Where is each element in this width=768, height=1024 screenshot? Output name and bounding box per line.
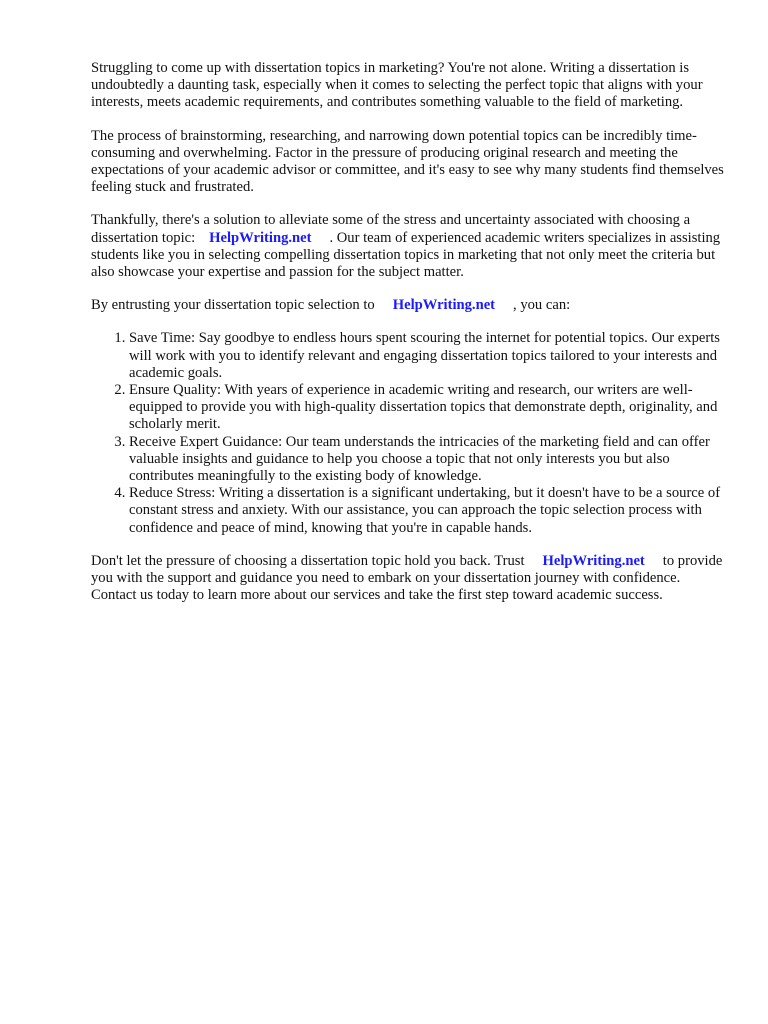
intro-paragraph bbox=[91, 60, 727, 112]
solution-text-before: Thankfully, there's a solution to alleviate some of the stress and uncertainty associated with choosing a dissertation topic: bbox=[91, 212, 691, 246]
list-item: 2. Ensure Quality: With years of experience in academic writing and research, our writers are well-equipped to provide you with high-quality dissertation topics that demonstrate depth, originality, and scholarly merit. bbox=[129, 382, 727, 434]
intro-text: Struggling to come up with dissertation topics in marketing? You're not alone. Writing a dissertation is undoubtedly a daunting task, especially when it comes to selecting the perfect topic that aligns with your interests, meets academic requirements, and contributes something valuable to the field of marketing. bbox=[91, 60, 703, 111]
entrust-text-before: By entrusting your dissertation topic selection to bbox=[91, 297, 375, 314]
benefits-list bbox=[91, 330, 727, 536]
closing-paragraph bbox=[91, 553, 727, 605]
helpwriting-link-1[interactable]: HelpWriting.net bbox=[209, 229, 312, 246]
entrust-text-after: , you can: bbox=[513, 297, 571, 314]
process-text: The process of brainstorming, researching, and narrowing down potential topics can be incredibly time-consuming and overwhelming. Factor in the pressure of producing original research and meeting the expectations of your academic advisor or committee, and it's easy to see why many students find themselves feeling stuck and frustrated. bbox=[91, 127, 724, 196]
helpwriting-link-3[interactable]: HelpWriting.net bbox=[542, 552, 645, 569]
entrust-paragraph bbox=[91, 297, 727, 314]
helpwriting-link-2[interactable]: HelpWriting.net bbox=[392, 297, 496, 314]
list-item: 1. Save Time: Say goodbye to endless hours spent scouring the internet for potential topics. Our experts will work with you to identify relevant and engaging dissertation topics tailored to your interests and academic goals. bbox=[129, 330, 727, 382]
list-item: 3. Receive Expert Guidance: Our team understands the intricacies of the marketing field and can offer valuable insights and guidance to help you choose a topic that not only interests you but also contributes meaningfully to the existing body of knowledge. bbox=[129, 434, 727, 486]
solution-paragraph bbox=[91, 212, 727, 281]
list-item: 4. Reduce Stress: Writing a dissertation is a significant undertaking, but it doesn't have to be a source of constant stress and anxiety. With our assistance, you can approach the topic selection process with confidence and peace of mind, knowing that you're in capable hands. bbox=[129, 485, 727, 537]
closing-text-before: Don't let the pressure of choosing a dissertation topic hold you back. Trust bbox=[91, 552, 525, 569]
solution-text-after: . Our team of experienced academic writers specializes in assisting students like you in selecting compelling dissertation topics in marketing that not only meet the criteria but also showcase your expertise and passion for the subject matter. bbox=[91, 229, 721, 281]
process-paragraph bbox=[91, 128, 727, 197]
document-page bbox=[91, 60, 727, 620]
closing-text-after: to provide you with the support and guidance you need to embark on your dissertation journey with confidence. Contact us today to learn more about our services and take the first step toward academic success. bbox=[91, 552, 723, 604]
